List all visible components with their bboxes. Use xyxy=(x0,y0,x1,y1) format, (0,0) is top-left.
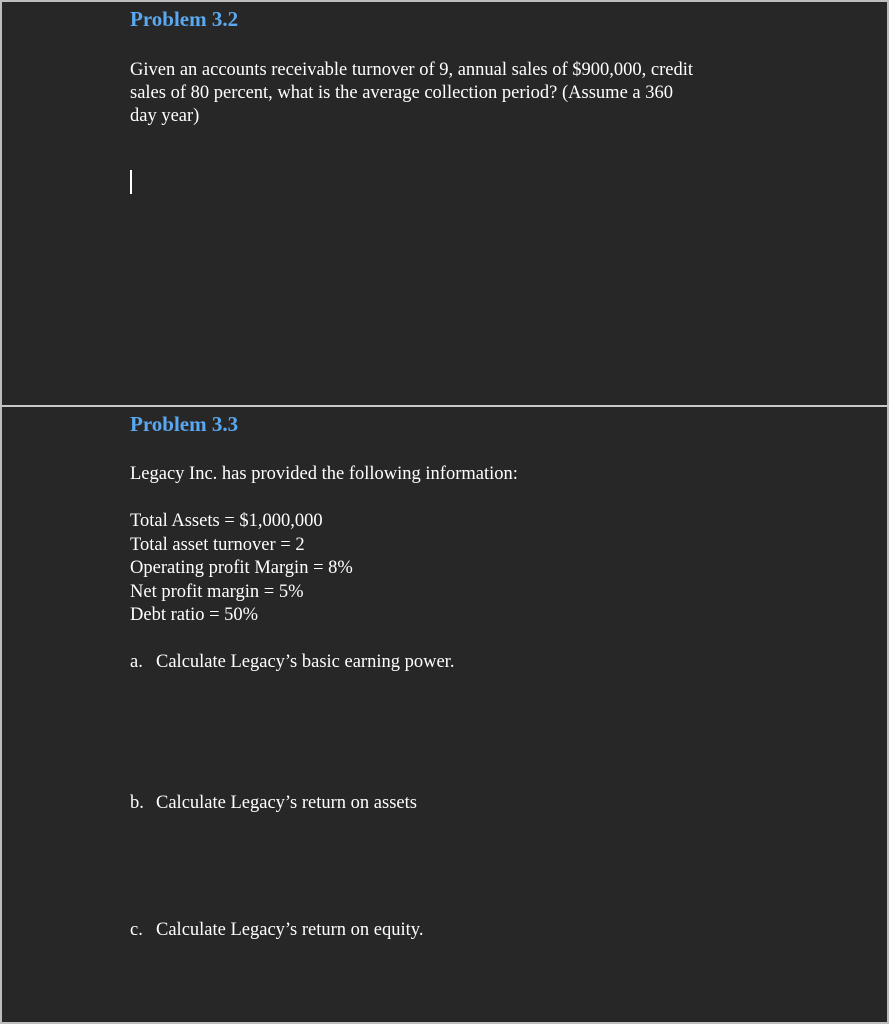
part-a-letter: a. xyxy=(130,652,143,672)
problem-3-3-intro: Legacy Inc. has provided the following information: xyxy=(130,464,518,484)
info-total-assets: Total Assets = $1,000,000 xyxy=(130,511,323,531)
part-b-letter: b. xyxy=(130,793,144,813)
question-line: Given an accounts receivable turnover of 9, annual sales of $900,000, credit xyxy=(130,60,694,80)
part-a-text: Calculate Legacy’s basic earning power. xyxy=(156,652,455,672)
question-line: sales of 80 percent, what is the average collection period? (Assume a 360 xyxy=(130,83,673,103)
info-total-asset-turnover: Total asset turnover = 2 xyxy=(130,534,305,555)
frame-border-left xyxy=(0,0,2,1024)
part-c-question xyxy=(130,919,423,942)
info-net-profit-margin: Net profit margin = 5% xyxy=(130,581,304,602)
section-divider xyxy=(0,405,889,407)
part-a-question xyxy=(130,651,454,674)
part-c-text: Calculate Legacy’s return on equity. xyxy=(156,920,424,940)
problem-3-2-title: Problem 3.2 xyxy=(130,7,239,31)
info-operating-profit-margin: Operating profit Margin = 8% xyxy=(130,558,353,578)
frame-border-top xyxy=(0,0,889,2)
part-b-question xyxy=(130,792,417,815)
answer-text-cursor[interactable] xyxy=(130,170,132,194)
problem-3-3-title: Problem 3.3 xyxy=(130,412,239,436)
problem-3-2-question xyxy=(130,59,780,128)
part-b-text: Calculate Legacy’s return on assets xyxy=(156,793,417,813)
question-line: day year) xyxy=(130,106,200,126)
given-information-list xyxy=(130,510,353,628)
part-c-letter: c. xyxy=(130,920,143,940)
info-debt-ratio: Debt ratio = 50% xyxy=(130,605,259,625)
